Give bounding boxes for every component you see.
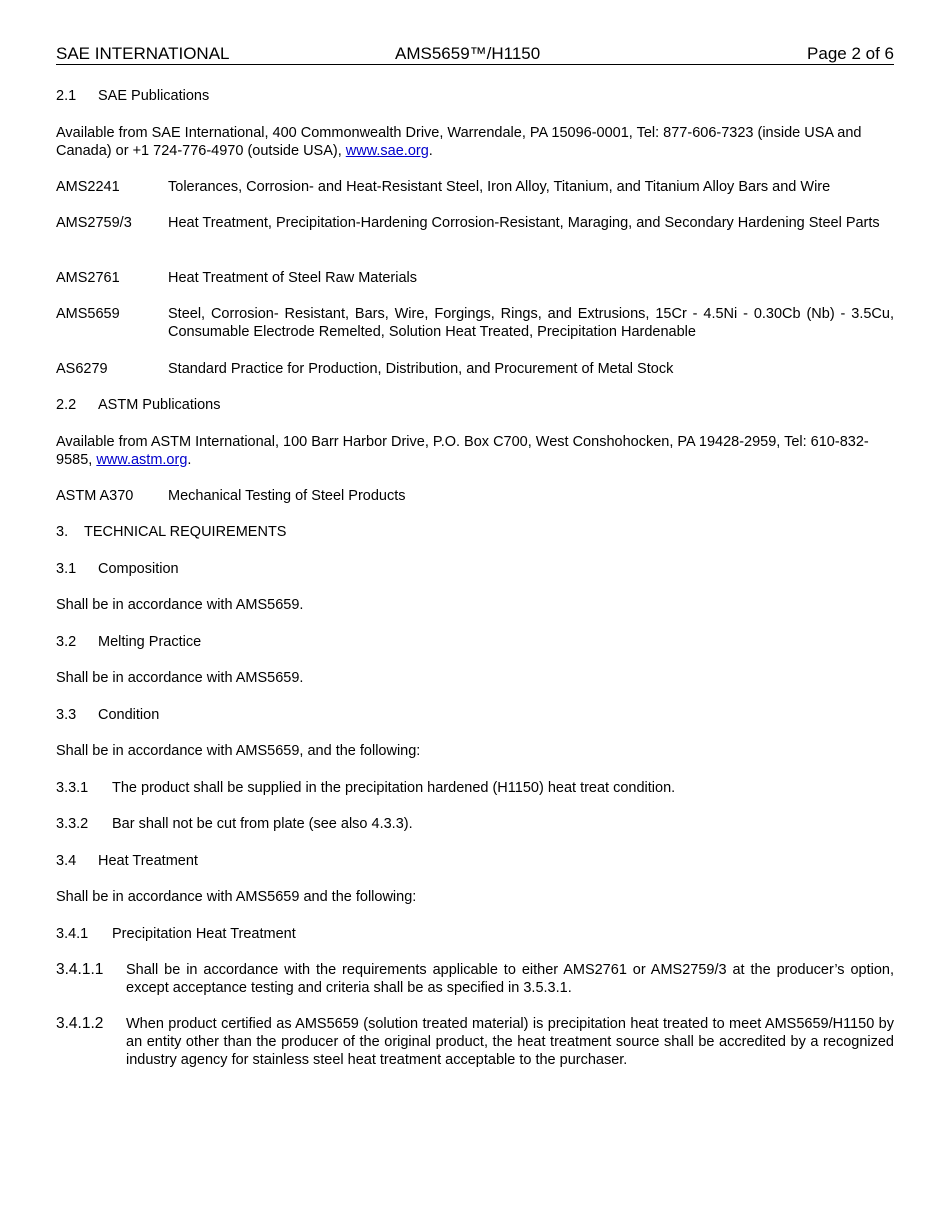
section-number: 3.4 (56, 853, 77, 869)
reference-ams2241 (56, 178, 894, 196)
section-title: Heat Treatment (98, 853, 198, 869)
section-3-4-1-2 (56, 1015, 894, 1069)
section-number: 3.3 (56, 707, 77, 723)
availability-text: Available from SAE International, 400 Commonwealth Drive, Warrendale, PA 15096-0001, Tel: 877-606-7323 (inside USA and Canada) or +1 724-776-4970 (outside USA), (56, 125, 862, 159)
reference-description: Heat Treatment of Steel Raw Materials (168, 270, 418, 286)
reference-astm-a370 (56, 487, 894, 505)
section-title: Melting Practice (98, 634, 202, 650)
reference-code: AS6279 (56, 361, 108, 377)
section-text: Bar shall not be cut from plate (see also 4.3.3). (112, 816, 413, 832)
reference-code: AMS2759/3 (56, 215, 132, 231)
section-number: 3.4.1 (56, 926, 89, 942)
section-title: Precipitation Heat Treatment (112, 926, 296, 942)
astm-availability-paragraph (56, 433, 894, 469)
section-number: 3.3.1 (56, 780, 89, 796)
section-title: Condition (98, 707, 160, 723)
reference-description: Tolerances, Corrosion- and Heat-Resistant Steel, Iron Alloy, Titanium, and Titanium Alloy Bars and Wire (168, 179, 831, 195)
section-3-4-text: Shall be in accordance with AMS5659 and the following: (56, 889, 417, 905)
section-title: SAE Publications (98, 88, 210, 104)
section-number: 3.3.2 (56, 816, 89, 832)
section-3-4-1-1 (56, 961, 894, 997)
section-number: 3. (56, 524, 69, 540)
punctuation: . (187, 452, 192, 468)
availability-text: Available from ASTM International, 100 Barr Harbor Drive, P.O. Box C700, West Conshohocken, PA 19428-2959, Tel: 610-832-9585, (56, 434, 869, 468)
reference-description: Heat Treatment, Precipitation-Hardening Corrosion-Resistant, Maraging, and Secondary Hardening Steel Parts (168, 215, 880, 231)
section-number: 3.2 (56, 634, 77, 650)
section-number: 3.4.1.2 (56, 1015, 104, 1032)
reference-code: AMS2241 (56, 179, 120, 195)
page-header (56, 44, 894, 65)
punctuation: . (428, 143, 433, 159)
astm-website-link[interactable]: www.astm.org (96, 452, 188, 468)
reference-description: Standard Practice for Production, Distribution, and Procurement of Metal Stock (168, 361, 674, 377)
section-number: 3.1 (56, 561, 77, 577)
reference-ams2759-3 (56, 214, 894, 232)
reference-ams2761 (56, 269, 894, 287)
section-number: 2.1 (56, 88, 77, 104)
section-title: Composition (98, 561, 179, 577)
section-number: 2.2 (56, 397, 77, 413)
reference-description: Mechanical Testing of Steel Products (168, 488, 406, 504)
section-number: 3.4.1.1 (56, 961, 104, 978)
section-title: ASTM Publications (98, 397, 221, 413)
section-3-2-text: Shall be in accordance with AMS5659. (56, 670, 304, 686)
section-3-1-text: Shall be in accordance with AMS5659. (56, 597, 304, 613)
sae-website-link[interactable]: www.sae.org (345, 143, 429, 159)
reference-code: AMS5659 (56, 306, 120, 322)
header-org: SAE INTERNATIONAL (56, 44, 230, 63)
reference-description: Steel, Corrosion- Resistant, Bars, Wire, Forgings, Rings, and Extrusions, 15Cr - 4.5Ni - 0.30Cb (Nb) - 3.5Cu, Consumable Electrode Remelted, Solution Heat Treated, Precipitation Hardenable (168, 306, 894, 340)
header-doc-id: AMS5659™/H1150 (395, 44, 541, 63)
reference-code: AMS2761 (56, 270, 120, 286)
reference-ams5659 (56, 305, 894, 341)
section-text: When product certified as AMS5659 (solution treated material) is precipitation heat treated to meet AMS5659/H1150 by an entity other than the producer of the original product, the heat treatment source shall be accredited by a recognized industry agency for stainless steel heat treatment acceptable to the purchaser. (126, 1016, 894, 1068)
reference-as6279 (56, 360, 894, 378)
section-3-3-text: Shall be in accordance with AMS5659, and the following: (56, 743, 421, 759)
sae-availability-paragraph (56, 124, 894, 160)
reference-code: ASTM A370 (56, 488, 134, 504)
header-page-number: Page 2 of 6 (807, 44, 894, 63)
section-text: The product shall be supplied in the precipitation hardened (H1150) heat treat condition. (112, 780, 676, 796)
section-text: Shall be in accordance with the requirements applicable to either AMS2761 or AMS2759/3 at the producer’s option, except acceptance testing and criteria shall be as specified in 3.5.3.1. (126, 962, 894, 996)
section-title: TECHNICAL REQUIREMENTS (84, 524, 287, 540)
